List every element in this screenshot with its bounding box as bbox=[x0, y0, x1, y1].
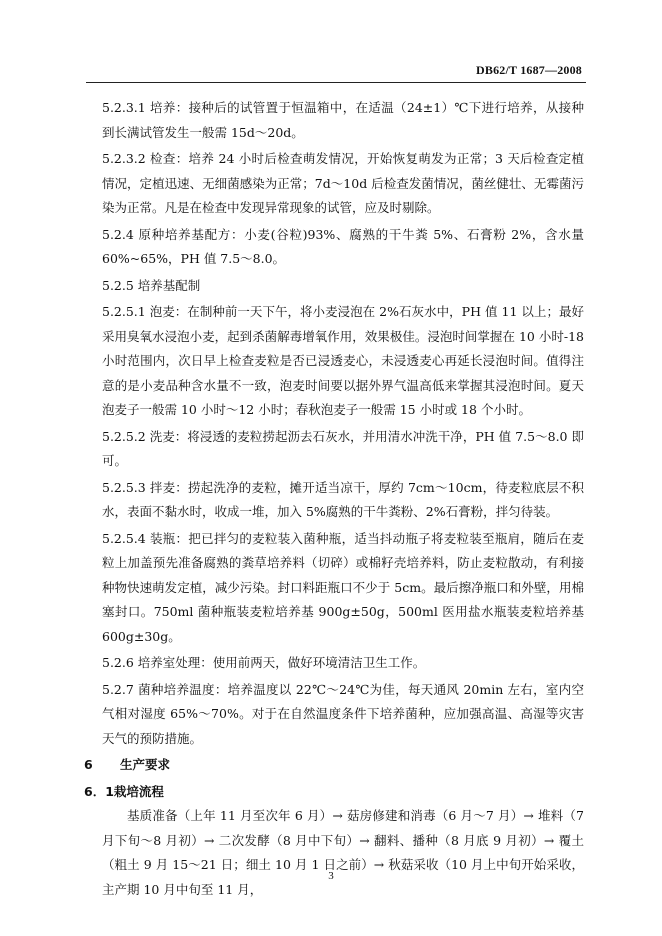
paragraph-5-2-5-4: 5.2.5.4 装瓶：把已拌匀的麦粒装入菌种瓶，适当抖动瓶子将麦粒装至瓶肩，随后在麦粒上加盖预先准备腐熟的粪草培养料（切碎）或棉籽壳培养料，防止麦粒散动，有利接种物快速萌发定植，减少污染。封口料距瓶口不少于 5cm。最后擦净瓶口和外壁，用棉塞封口。750ml 菌种瓶装麦粒培养基 900g±50g，500ml 医用盐水瓶装麦粒培养基 600g±30g。 bbox=[102, 530, 584, 644]
header-divider bbox=[86, 82, 586, 83]
paragraph-5-2-3-1: 5.2.3.1 培养：接种后的试管置于恒温箱中，在适温（24±1）℃下进行培养，从接种到长满试管发生一般需 15d～20d。 bbox=[102, 100, 584, 140]
section-6-number: 6 bbox=[84, 757, 93, 772]
paragraph-5-2-7: 5.2.7 菌种培养温度：培养温度以 22℃～24℃为佳，每天通风 20min 左右，室内空气相对湿度 65%～70%。对于在自然温度条件下培养菌种，应加强高温、高湿等灾害天气的预防措施。 bbox=[102, 681, 584, 746]
paragraph-5-2-6: 5.2.6 培养室处理：使用前两天，做好环境清洁卫生工作。 bbox=[102, 655, 426, 670]
paragraph-5-2-5-1: 5.2.5.1 泡麦：在制种前一天下午，将小麦浸泡在 2%石灰水中，PH 值 11 以上；最好采用臭氧水浸泡小麦，起到杀菌解毒增氧作用，效果极佳。浸泡时间掌握在 10 小时-18 小时范围内，次日早上检查麦粒是否已浸透麦心，未浸透麦心再延长浸泡时间。值得注意的是小麦品种含水量不一致，泡麦时间要以据外界气温高低来掌握其浸泡时间。夏天泡麦子一般需 10 小时～12 小时；春秋泡麦子一般需 15 小时或 18 个小时。 bbox=[102, 304, 584, 417]
paragraph-5-2-3-2: 5.2.3.2 检查：培养 24 小时后检查萌发情况，开始恢复萌发为正常；3 天后检查定植情况，定植迅速、无细菌感染为正常；7d～10d 后检查发菌情况，菌丝健壮、无霉菌污染为正常。凡是在检查中发现异常现象的试管，应及时剔除。 bbox=[102, 151, 584, 215]
document-id-header: DB62/T 1687—2008 bbox=[476, 63, 582, 77]
paragraph-5-2-4: 5.2.4 原种培养基配方：小麦(谷粒)93%、腐熟的干牛粪 5%、石膏粉 2%，含水量 60%~65%，PH 值 7.5～8.0。 bbox=[102, 226, 584, 266]
document-body bbox=[84, 96, 584, 902]
paragraph-5-2-5-2: 5.2.5.2 洗麦：将浸透的麦粒捞起沥去石灰水，并用清水冲洗干净，PH 值 7.5～8.0 即可。 bbox=[102, 428, 584, 468]
section-6-heading bbox=[84, 753, 584, 778]
section-6-1-heading bbox=[84, 780, 584, 805]
paragraph-5-2-5: 5.2.5 培养基配制 bbox=[102, 277, 201, 293]
paragraph-5-2-5-3: 5.2.5.3 拌麦：捞起洗净的麦粒，摊开适当凉干，厚约 7cm～10cm，待麦粒底层不积水，表面不黏水时，收成一堆，加入 5%腐熟的干牛粪粉、2%石膏粉，拌匀待装。 bbox=[102, 479, 584, 519]
section-6-title: 生产要求 bbox=[120, 757, 171, 772]
section-6-1-number: 6．1 bbox=[84, 783, 114, 799]
section-6-1-title: 栽培流程 bbox=[113, 783, 164, 799]
cultivation-flow-paragraph: 基质准备（上年 11 月至次年 6 月）→ 菇房修建和消毒（6 月～7 月）→ 堆料（7 月下旬～8 月初）→ 二次发酵（8 月中下旬）→ 翻料、播种（8 月底 9 月初）→ 覆土（粗土 9 月 15～21 日；细土 10 月 1 日之前）→ 秋菇采收（10 月上中旬开始采收，主产期 10 月中旬至 11 月， bbox=[102, 808, 584, 897]
page-number: 3 bbox=[328, 870, 334, 882]
